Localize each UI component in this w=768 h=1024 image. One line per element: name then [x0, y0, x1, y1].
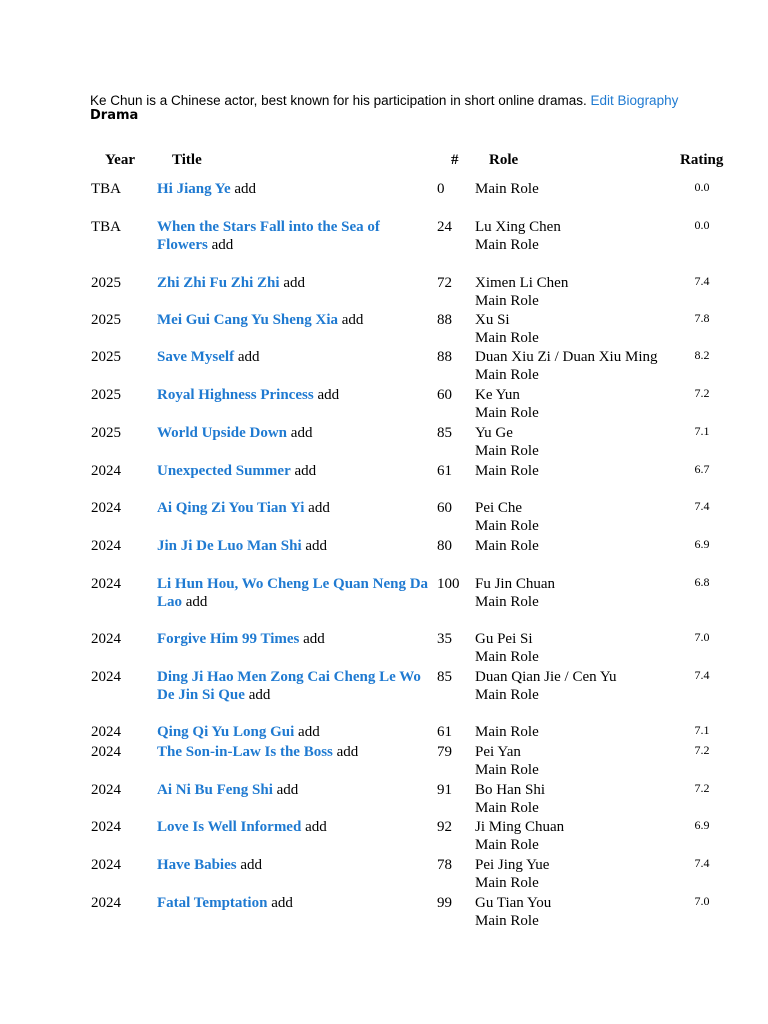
drama-title-link[interactable]: Forgive Him 99 Times: [157, 631, 300, 647]
add-to-list-link[interactable]: add: [303, 631, 325, 647]
drama-title-cell: [157, 856, 437, 874]
drama-year: TBA: [91, 181, 121, 197]
drama-title-link[interactable]: The Son-in-Law Is the Boss: [157, 744, 333, 760]
drama-year: 2024: [91, 500, 121, 516]
biography-text: Ke Chun is a Chinese actor, best known for his participation in short online dramas.: [90, 93, 587, 108]
drama-title-cell: [157, 462, 437, 480]
drama-role-cell: [475, 218, 675, 254]
section-heading-drama: Drama: [90, 108, 139, 123]
drama-title-cell: [157, 348, 437, 366]
drama-title-link[interactable]: De Jin Si Que: [157, 687, 245, 703]
drama-rating: 7.2: [694, 386, 710, 400]
drama-rating: 8.2: [694, 348, 710, 362]
episode-count: 79: [437, 744, 452, 760]
drama-title-link[interactable]: World Upside Down: [157, 425, 288, 441]
actor-biography: [90, 93, 678, 109]
role-type: Main Role: [475, 837, 539, 853]
drama-year: 2024: [91, 576, 121, 592]
drama-rating: 6.9: [694, 537, 710, 551]
add-to-list-link[interactable]: add: [283, 275, 305, 291]
drama-rating: 7.4: [694, 668, 710, 682]
role-name: Pei Jing Yue: [475, 857, 550, 873]
drama-title-cell: [157, 180, 437, 198]
drama-role-cell: [475, 274, 675, 310]
drama-title-cell: [157, 218, 437, 254]
drama-year: 2024: [91, 819, 121, 835]
role-type: Main Role: [475, 293, 539, 309]
add-to-list-link[interactable]: add: [211, 237, 234, 253]
drama-role-cell: [475, 348, 675, 384]
drama-title-cell: [157, 743, 437, 761]
drama-rating: 7.2: [694, 743, 710, 757]
drama-year: 2024: [91, 857, 121, 873]
add-to-list-link[interactable]: add: [271, 895, 293, 911]
drama-year: 2025: [91, 312, 121, 328]
drama-title-link[interactable]: Fatal Temptation: [157, 895, 268, 911]
role-name: Ximen Li Chen: [475, 275, 569, 291]
role-type: Main Role: [475, 518, 539, 534]
drama-title-link[interactable]: Lao: [157, 594, 183, 610]
role-type: Main Role: [475, 330, 539, 346]
drama-title-link[interactable]: Ding Ji Hao Men Zong Cai Cheng Le Wo: [157, 669, 421, 685]
column-header-episodes[interactable]: #: [451, 152, 459, 168]
role-type: Main Role: [475, 405, 539, 421]
role-type: Main Role: [475, 875, 539, 891]
drama-role-cell: [475, 180, 675, 198]
add-to-list-link[interactable]: add: [336, 744, 359, 760]
episode-count: 85: [437, 425, 452, 441]
role-name: Pei Yan: [475, 744, 521, 760]
drama-year: 2024: [91, 782, 121, 798]
drama-role-cell: [475, 781, 675, 817]
role-name: Duan Xiu Zi / Duan Xiu Ming: [475, 349, 658, 365]
episode-count: 92: [437, 819, 452, 835]
drama-year: 2024: [91, 744, 121, 760]
drama-title-link[interactable]: Zhi Zhi Fu Zhi Zhi: [157, 275, 280, 291]
column-header-role[interactable]: Role: [489, 152, 519, 168]
role-type: Main Role: [475, 237, 539, 253]
episode-count: 99: [437, 895, 452, 911]
drama-role-cell: [475, 668, 675, 704]
episode-count: 61: [437, 463, 452, 479]
drama-title-cell: [157, 723, 437, 741]
episode-count: 24: [437, 219, 452, 235]
role-name: Main Role: [475, 724, 539, 740]
drama-title-cell: [157, 424, 437, 442]
episode-count: 60: [437, 500, 452, 516]
episode-count: 100: [437, 576, 460, 592]
drama-year: 2024: [91, 538, 121, 554]
episode-count: 61: [437, 724, 452, 740]
drama-title-cell: [157, 386, 437, 404]
drama-title-link[interactable]: Royal Highness Princess: [157, 387, 314, 403]
role-name: Xu Si: [475, 312, 510, 328]
drama-title-cell: [157, 311, 437, 329]
drama-role-cell: [475, 894, 675, 930]
role-type: Main Role: [475, 762, 539, 778]
episode-count: 35: [437, 631, 452, 647]
episode-count: 78: [437, 857, 452, 873]
role-type: Main Role: [475, 594, 539, 610]
drama-role-cell: [475, 311, 675, 347]
drama-role-cell: [475, 743, 675, 779]
role-name: Yu Ge: [475, 425, 513, 441]
drama-title-cell: [157, 818, 437, 836]
role-name: Lu Xing Chen: [475, 219, 561, 235]
drama-title-link[interactable]: Flowers: [157, 237, 208, 253]
role-name: Gu Pei Si: [475, 631, 533, 647]
drama-title-link[interactable]: Li Hun Hou, Wo Cheng Le Quan Neng Da: [157, 576, 429, 592]
drama-title-link[interactable]: Love Is Well Informed: [157, 819, 302, 835]
drama-title-link[interactable]: Have Babies: [157, 857, 237, 873]
drama-rating: 0.0: [694, 218, 710, 232]
role-type: Main Role: [475, 687, 539, 703]
add-to-list-link[interactable]: add: [290, 425, 313, 441]
drama-title-cell: [157, 274, 437, 292]
add-to-list-link[interactable]: add: [308, 500, 330, 516]
drama-title-link[interactable]: Mei Gui Cang Yu Sheng Xia: [157, 312, 339, 328]
add-to-list-link[interactable]: add: [234, 181, 257, 197]
drama-rating: 7.0: [694, 894, 710, 908]
drama-year: 2025: [91, 349, 121, 365]
drama-year: 2024: [91, 724, 121, 740]
role-type: Main Role: [475, 913, 539, 929]
role-name: Gu Tian You: [475, 895, 552, 911]
add-to-list-link[interactable]: add: [240, 857, 263, 873]
drama-rating: 0.0: [694, 180, 710, 194]
add-to-list-link[interactable]: add: [276, 782, 299, 798]
drama-role-cell: [475, 630, 675, 666]
drama-title-link[interactable]: Ai Qing Zi You Tian Yi: [157, 500, 305, 516]
add-to-list-link[interactable]: add: [305, 819, 327, 835]
drama-rating: 6.8: [694, 575, 710, 589]
add-to-list-link[interactable]: add: [294, 463, 317, 479]
drama-title-link[interactable]: Save Myself: [157, 349, 235, 365]
drama-rating: 7.4: [694, 274, 710, 288]
drama-role-cell: [475, 424, 675, 460]
role-type: Main Role: [475, 649, 539, 665]
drama-year: 2024: [91, 669, 121, 685]
drama-role-cell: [475, 818, 675, 854]
drama-title-link[interactable]: Ai Ni Bu Feng Shi: [157, 782, 273, 798]
drama-year: 2025: [91, 387, 121, 403]
drama-title-link[interactable]: When the Stars Fall into the Sea of: [157, 219, 380, 235]
drama-year: TBA: [91, 219, 121, 235]
drama-year: 2025: [91, 425, 121, 441]
role-name: Fu Jin Chuan: [475, 576, 556, 592]
column-header-rating[interactable]: Rating: [680, 152, 724, 168]
episode-count: 80: [437, 538, 452, 554]
drama-title-link[interactable]: Jin Ji De Luo Man Shi: [157, 538, 302, 554]
edit-biography-link[interactable]: Edit Biography: [590, 93, 679, 108]
add-to-list-link[interactable]: add: [298, 724, 320, 740]
drama-role-cell: [475, 723, 675, 741]
drama-rating: 7.4: [694, 856, 710, 870]
column-header-year[interactable]: Year: [105, 152, 135, 168]
drama-title-cell: [157, 537, 437, 555]
add-to-list-link[interactable]: add: [248, 687, 271, 703]
drama-title-cell: [157, 668, 437, 704]
drama-title-cell: [157, 894, 437, 912]
column-header-title[interactable]: Title: [172, 152, 202, 168]
drama-year: 2024: [91, 463, 121, 479]
role-name: Main Role: [475, 463, 539, 479]
add-to-list-link[interactable]: add: [305, 538, 328, 554]
drama-rating: 6.9: [694, 818, 710, 832]
add-to-list-link[interactable]: add: [237, 349, 260, 365]
drama-rating: 7.4: [694, 499, 710, 513]
drama-rating: 7.8: [694, 311, 710, 325]
drama-title-cell: [157, 781, 437, 799]
drama-title-cell: [157, 575, 437, 611]
episode-count: 60: [437, 387, 452, 403]
role-name: Main Role: [475, 181, 539, 197]
drama-rating: 6.7: [694, 462, 710, 476]
drama-title-link[interactable]: Unexpected Summer: [157, 463, 291, 479]
drama-role-cell: [475, 856, 675, 892]
role-name: Main Role: [475, 538, 539, 554]
drama-title-link[interactable]: Qing Qi Yu Long Gui: [157, 724, 295, 740]
episode-count: 91: [437, 782, 452, 798]
episode-count: 85: [437, 669, 452, 685]
drama-year: 2024: [91, 895, 121, 911]
episode-count: 72: [437, 275, 452, 291]
drama-role-cell: [475, 386, 675, 422]
role-name: Pei Che: [475, 500, 523, 516]
drama-role-cell: [475, 575, 675, 611]
episode-count: 88: [437, 349, 452, 365]
drama-rating: 7.1: [694, 723, 710, 737]
drama-rating: 7.0: [694, 630, 710, 644]
role-name: Ji Ming Chuan: [475, 819, 565, 835]
drama-rating: 7.2: [694, 781, 710, 795]
episode-count: 0: [437, 181, 445, 197]
episode-count: 88: [437, 312, 452, 328]
role-name: Bo Han Shi: [475, 782, 546, 798]
drama-rating: 7.1: [694, 424, 710, 438]
role-type: Main Role: [475, 443, 539, 459]
drama-role-cell: [475, 499, 675, 535]
role-name: Duan Qian Jie / Cen Yu: [475, 669, 617, 685]
drama-role-cell: [475, 462, 675, 480]
add-to-list-link[interactable]: add: [185, 594, 208, 610]
drama-year: 2024: [91, 631, 121, 647]
drama-year: 2025: [91, 275, 121, 291]
add-to-list-link[interactable]: add: [317, 387, 340, 403]
drama-title-cell: [157, 499, 437, 517]
drama-title-link[interactable]: Hi Jiang Ye: [157, 181, 231, 197]
drama-title-cell: [157, 630, 437, 648]
role-type: Main Role: [475, 800, 539, 816]
role-name: Ke Yun: [475, 387, 520, 403]
drama-role-cell: [475, 537, 675, 555]
role-type: Main Role: [475, 367, 539, 383]
add-to-list-link[interactable]: add: [341, 312, 364, 328]
